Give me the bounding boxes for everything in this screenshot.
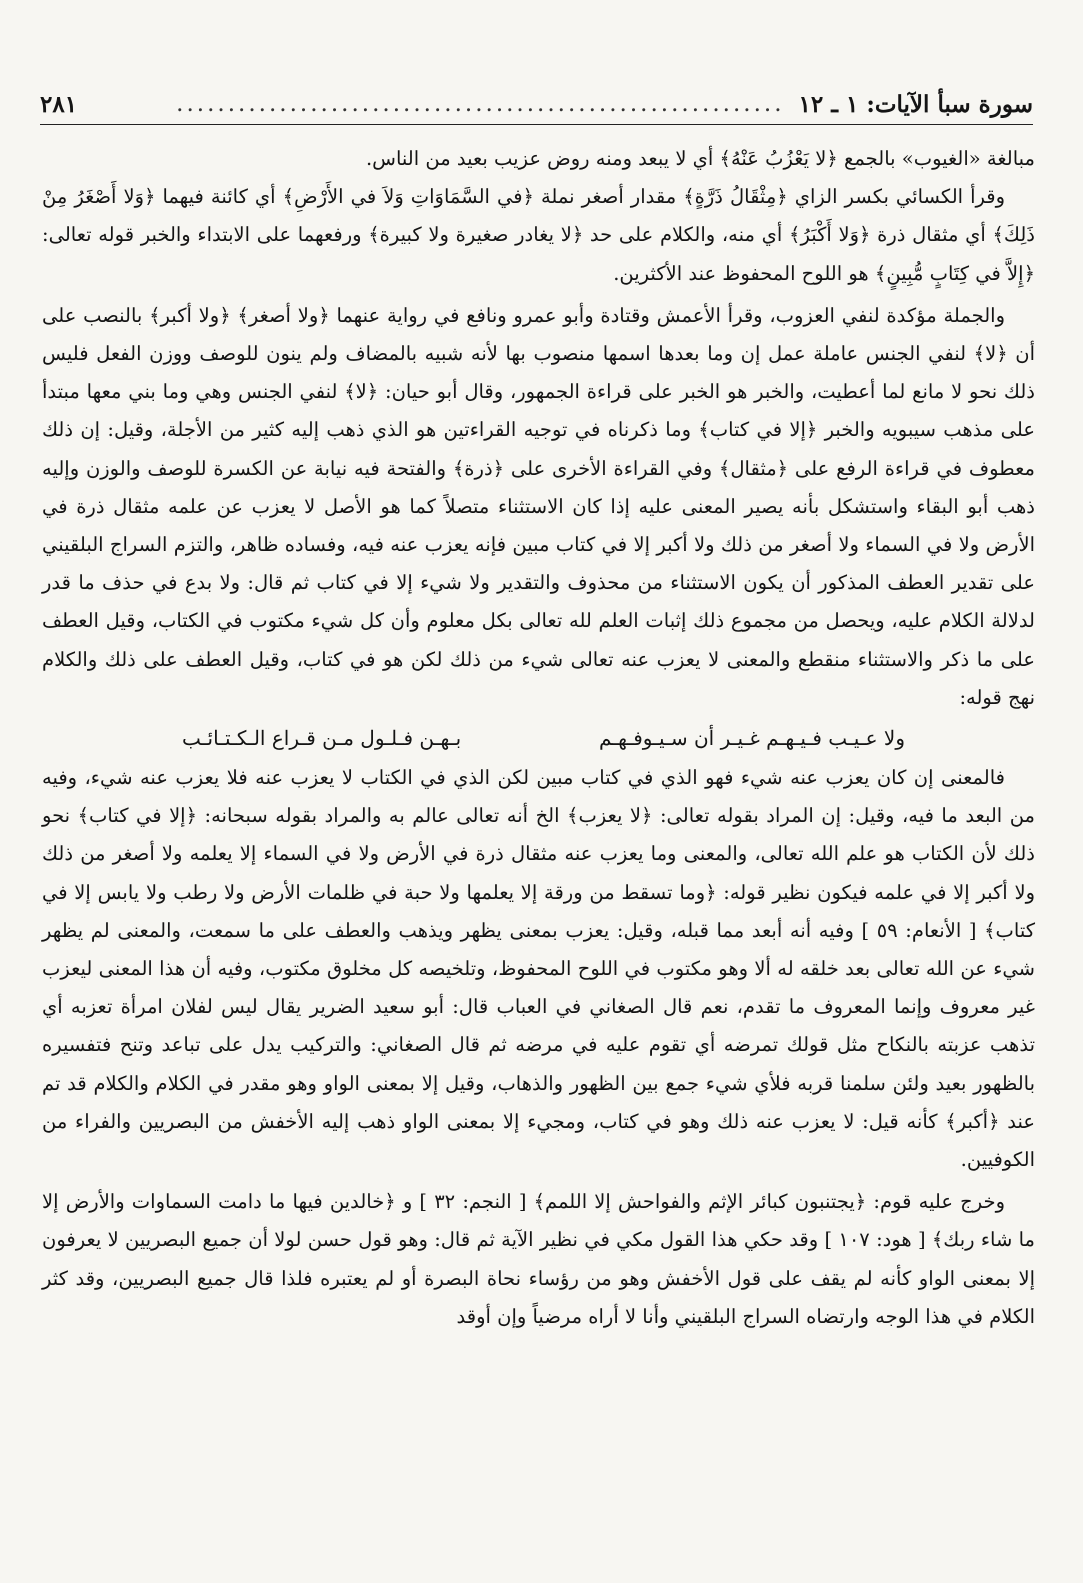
paragraph: وقرأ الكسائي بكسر الزاي ﴿مِثْقَالُ ذَرَّةٍ﴾ مقدار أصغر نملة ﴿في السَّمَاوَاتِ وَلاَ في الأَرْضِ﴾ أي كائنة فيهما ﴿وَلا أَصْغَرُ مِنْ ذَلِكَ﴾ أي مثقال ذرة ﴿وَلا أَكْبَرُ﴾ أي منه، والكلام على حد ﴿لا يغادر صغيرة ولا كبيرة﴾ ورفعهما على الابتداء والخبر قوله تعالى: ﴿إِلاَّ في كِتَابٍ مُّبِينٍ﴾ هو اللوح المحفوظ عند الأكثرين. bbox=[42, 185, 1035, 285]
paragraph: والجملة مؤكدة لنفي العزوب، وقرأ الأعمش وقتادة وأبو عمرو ونافع في رواية عنهما ﴿ولا أصغر﴾ ﴿ولا أكبر﴾ بالنصب على أن ﴿لا﴾ لنفي الجنس عاملة عمل إن وما بعدها اسمها منصوب بها لأنه شبيه بالمضاف ولم ينون للوصف ووزن الفعل فليس ذلك نحو لا مانع لما أعطيت، والخبر هو الخبر على قراءة الجمهور، وقال أبو حيان: ﴿لا﴾ لنفي الجنس وهي وما بني معها مبتدأ على مذهب سيبويه والخبر ﴿إلا في كتاب﴾ وما ذكرناه في توجيه القراءتين هو الذي ذهب إليه كثير من الأجلة، وقيل: إن ذلك معطوف في قراءة الرفع على ﴿مثقال﴾ وفي القراءة الأخرى على ﴿ذرة﴾ والفتحة فيه نيابة عن الكسرة للوصف والوزن وإليه ذهب أبو البقاء واستشكل بأنه يصير المعنى عليه إذا كان الاستثناء متصلاً كما هو الأصل لا يعزب عن علمه مثقال ذرة في الأرض ولا في السماء ولا أصغر من ذلك ولا أكبر إلا في كتاب مبين فإنه يعزب عنه فيه، وفساده ظاهر، والتزم السراج البلقيني على تقدير العطف المذكور أن يكون الاستثناء من محذوف والتقدير ولا شيء إلا في كتاب ثم قال: ولا بدع في حذف ما قدر لدلالة الكلام عليه، ويحصل من مجموع ذلك إثبات العلم لله تعالى بكل معلوم وأن كل شيء مكتوب في الكتاب، وقيل العطف على ما ذكر والاستثناء منقطع والمعنى لا يعزب عنه تعالى شيء من ذلك لكن هو في كتاب، وقيل العطف على ذلك والكلام نهج قوله: bbox=[42, 303, 1035, 709]
verse-second-hemistich: بـهـن فـلـول مـن قـراع الـكـتـائـب bbox=[182, 726, 462, 751]
verse-first-hemistich: ولا عـيـب فـيـهـم غـيـر أن سـيـوفـهـم bbox=[598, 726, 905, 751]
page-number: ٢٨١ bbox=[40, 90, 78, 118]
header-leader-dots: ........................................................... bbox=[176, 91, 785, 117]
page-body bbox=[42, 140, 1035, 1336]
paragraph: مبالغة «الغيوب» بالجمع ﴿لا يَعْزُبُ عَنْهُ﴾ أي لا يبعد ومنه روض عزيب بعيد من الناس. bbox=[365, 147, 1035, 170]
poetry-verse bbox=[42, 717, 1035, 759]
paragraph: فالمعنى إن كان يعزب عنه شيء فهو الذي في كتاب مبين لكن الذي في الكتاب لا يعزب عنه فلا يعزب عنه شيء، وفيه من البعد ما فيه، وقيل: إن المراد بقوله تعالى: ﴿لا يعزب﴾ الخ أنه تعالى عالم به والمراد بقوله سبحانه: ﴿إلا في كتاب﴾ نحو ذلك لأن الكتاب هو علم الله تعالى، والمعنى وما يعزب عنه مثقال ذرة في الأرض ولا في السماء إلا يعلمه ولا أصغر من ذلك ولا أكبر إلا في علمه فيكون نظير قوله: ﴿وما تسقط من ورقة إلا يعلمها ولا حبة في ظلمات الأرض ولا رطب ولا يابس إلا في كتاب﴾ [ الأنعام: ٥٩ ] وفيه أنه أبعد مما قبله، وقيل: يعزب بمعنى يظهر ويذهب والعطف على ما سمعت، والمعنى لم يظهر شيء عن الله تعالى بعد خلقه له ألا وهو مكتوب في اللوح المحفوظ، وتلخيصه كل مخلوق مكتوب، وفيه أن هذا المعنى ليعزب غير معروف وإنما المعروف ما تقدم، نعم قال الصغاني في العباب قال: أبو سعيد الضرير يقال ليس لفلان امرأة تعزبه أي تذهب عزبته بالنكاح مثل قولك تمرضه أي تقوم عليه في مرضه ثم قال الصغاني: والتركيب يدل على تباعد وتنح فتفسيره بالظهور بعيد ولئن سلمنا قربه فلأي شيء جمع بين الظهور والذهاب، وقيل إلا بمعنى الواو وهو مقدر في الكلام والكلام قد تم عند ﴿أكبر﴾ كأنه قيل: لا يعزب عنه ذلك وهو في كتاب، ومجيء إلا بمعنى الواو ذهب إليه الأخفش من البصريين والفراء من الكوفيين. bbox=[42, 766, 1035, 1172]
running-header bbox=[40, 84, 1033, 125]
paragraph: وخرج عليه قوم: ﴿يجتنبون كبائر الإثم والفواحش إلا اللمم﴾ [ النجم: ٣٢ ] و ﴿خالدين فيها ما دامت السماوات والأرض إلا ما شاء ربك﴾ [ هود: ١٠٧ ] وقد حكي هذا القول مكي في نظير الآية ثم قال: وهو قول حسن لولا أن جميع البصريين لا يعرفون إلا بمعنى الواو كأنه لم يقف على قول الأخفش وهو من رؤساء نحاة البصرة أو لم يعتبره فلذا قال جميع البصريين، وقد كثر الكلام في هذا الوجه وارتضاه السراج البلقيني وأنا لا أراه مرضياً وإن أوقد bbox=[42, 1190, 1035, 1328]
header-title: سورة سبأ الآيات: ١ ـ ١٢ bbox=[798, 90, 1033, 118]
